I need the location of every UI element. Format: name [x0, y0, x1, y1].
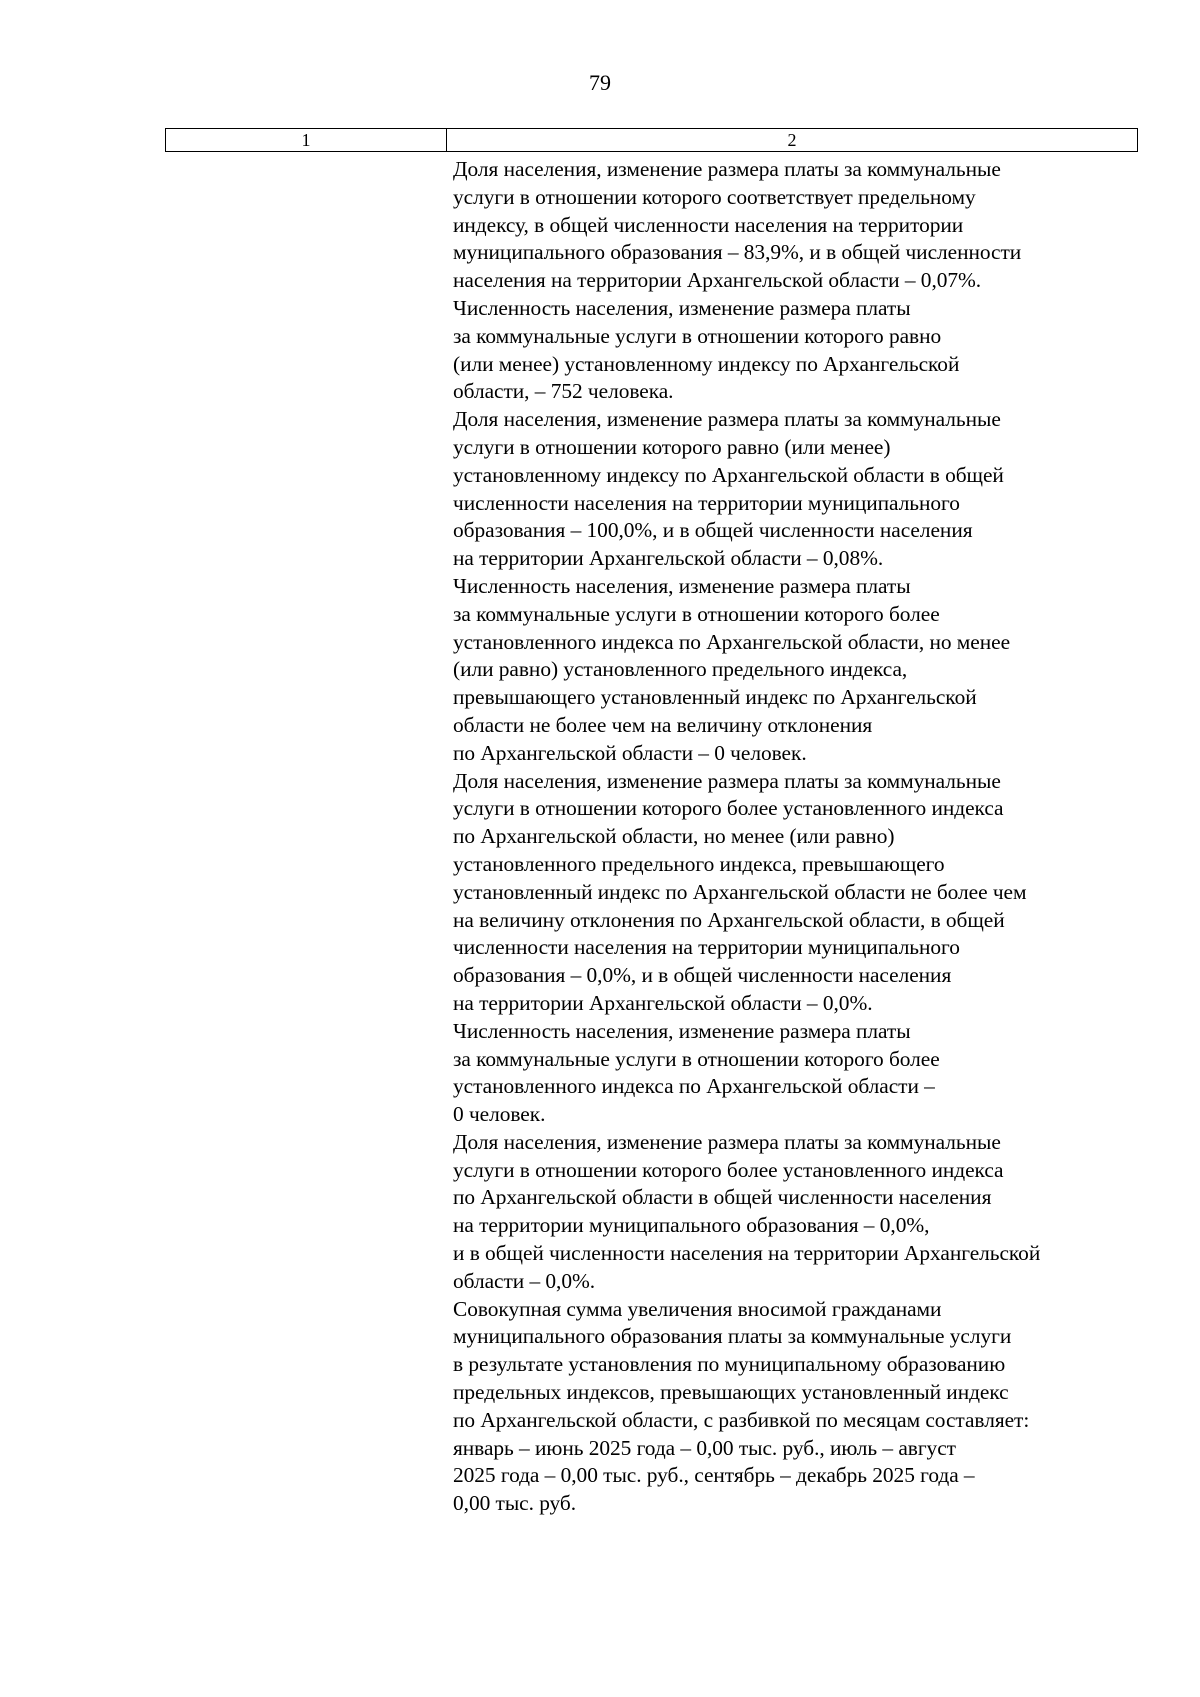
text-line: области не более чем на величину отклонения [453, 712, 873, 737]
text-line: индексу, в общей численности населения на территории [453, 212, 964, 237]
text-line: численности населения на территории муниципального [453, 935, 960, 960]
table-header-row [166, 129, 1138, 152]
text-line: услуги в отношении которого соответствует предельному [453, 184, 976, 209]
text-line: и в общей численности населения на территории Архангельской [453, 1241, 1041, 1266]
text-line: муниципального образования платы за коммунальные услуги [453, 1324, 1012, 1349]
text-line: 2025 года – 0,00 тыс. руб., сентябрь – декабрь 2025 года – [453, 1463, 975, 1488]
text-line: Доля населения, изменение размера платы за коммунальные [453, 157, 1001, 181]
column-header-table [165, 128, 1138, 152]
text-line: на территории муниципального образования – 0,0%, [453, 1213, 930, 1238]
text-line: установленному индексу по Архангельской области в общей [453, 462, 1004, 487]
text-line: услуги в отношении которого более установленного индекса [453, 796, 1004, 821]
text-line: образования – 0,0%, и в общей численности населения [453, 963, 952, 988]
text-line: на территории Архангельской области – 0,0%. [453, 990, 873, 1015]
text-line: на величину отклонения по Архангельской области, в общей [453, 907, 1005, 932]
column-1-header: 1 [166, 129, 447, 152]
text-line: по Архангельской области – 0 человек. [453, 740, 807, 765]
text-line: Доля населения, изменение размера платы за коммунальные [453, 768, 1001, 793]
text-line: на территории Архангельской области – 0,08%. [453, 546, 884, 571]
column-2-text [453, 156, 1153, 1518]
text-line: установленного индекса по Архангельской области, но менее [453, 629, 1011, 654]
text-line: образования – 100,0%, и в общей численности населения [453, 518, 973, 543]
text-line: (или менее) установленному индексу по Архангельской [453, 351, 960, 376]
text-line: 0,00 тыс. руб. [453, 1491, 577, 1516]
column-2-header: 2 [447, 129, 1138, 152]
text-line: установленного индекса по Архангельской области – [453, 1074, 935, 1099]
text-line: Численность населения, изменение размера платы [453, 295, 911, 320]
text-line: населения на территории Архангельской области – 0,07%. [453, 268, 982, 293]
text-line: установленный индекс по Архангельской области не более чем [453, 879, 1027, 904]
text-line: 0 человек. [453, 1102, 546, 1127]
text-line: услуги в отношении которого равно (или менее) [453, 434, 891, 459]
text-line: за коммунальные услуги в отношении которого более [453, 1046, 940, 1071]
text-line: предельных индексов, превышающих установленный индекс [453, 1380, 1009, 1405]
text-line: за коммунальные услуги в отношении которого более [453, 601, 940, 626]
text-line: области, – 752 человека. [453, 379, 674, 404]
text-line: по Архангельской области, с разбивкой по месяцам составляет: [453, 1407, 1030, 1432]
text-line: Доля населения, изменение размера платы за коммунальные [453, 1129, 1001, 1154]
text-line: численности населения на территории муниципального [453, 490, 960, 515]
text-line: по Архангельской области в общей численности населения [453, 1185, 992, 1210]
text-line: в результате установления по муниципальному образованию [453, 1352, 1006, 1377]
text-line: Доля населения, изменение размера платы за коммунальные [453, 407, 1001, 432]
text-line: Совокупная сумма увеличения вносимой гражданами [453, 1296, 942, 1321]
text-line: по Архангельской области, но менее (или равно) [453, 824, 895, 849]
text-line: (или равно) установленного предельного индекса, [453, 657, 908, 682]
text-line: установленного предельного индекса, превышающего [453, 851, 945, 876]
text-line: за коммунальные услуги в отношении которого равно [453, 323, 942, 348]
text-line: превышающего установленный индекс по Архангельской [453, 685, 977, 710]
text-line: области – 0,0%. [453, 1268, 596, 1293]
text-line: услуги в отношении которого более установленного индекса [453, 1157, 1004, 1182]
text-line: январь – июнь 2025 года – 0,00 тыс. руб., июль – август [453, 1435, 956, 1460]
text-line: Численность населения, изменение размера платы [453, 1018, 911, 1043]
page-number: 79 [589, 70, 611, 95]
text-line: муниципального образования – 83,9%, и в общей численности [453, 240, 1022, 265]
text-line: Численность населения, изменение размера платы [453, 573, 911, 598]
